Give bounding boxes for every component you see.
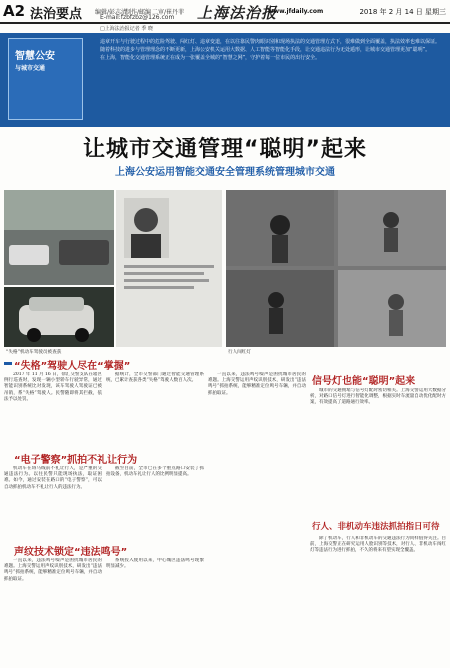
paragraph: 城市的交通拥堵与信号灯配时密切相关。上海交警运用大数据分析，对路口信号灯进行智能化调整，根据实时车流量自动优化配时方案，有效提高了道路通行效率。 bbox=[310, 388, 446, 406]
headline: 让城市交通管理“聪明”起来 bbox=[83, 137, 367, 162]
editor-credit: 编辑/彭志清 bbox=[95, 9, 128, 16]
designer-credit: 制作/邮编 bbox=[125, 9, 152, 16]
portrait-photo-graphic bbox=[116, 190, 222, 347]
street-photo-graphic bbox=[4, 190, 114, 285]
paragraph: 系统投入使用以来，中心城区违法鸣号现象明显减少。 bbox=[106, 558, 204, 570]
left-photo-caption: “失格”机动车驾驶员被查获 bbox=[6, 350, 62, 355]
banner-title: 智慧公安 bbox=[15, 51, 55, 62]
paragraph: 2017 年 11 月 16 日，徐汇交警支队在辖区例行巡查时，发现一辆小型轿车行驶异常，通过智能识别系统比对发现，该车驾驶人驾驶证已被吊销，系“失格”驾驶人。民警随即将其拦截，依法予以处罚。 bbox=[4, 372, 102, 402]
subheadline: 上海公安运用智能交通安全管理系统管理城市交通 bbox=[115, 167, 335, 178]
page-header bbox=[0, 0, 450, 24]
pedestrian-photo-graphic bbox=[226, 190, 446, 347]
paragraph: 除了机动车，行人和非机动车的交通违法行为同样值得关注。目前，上海交警正在研究运用人脸识别等技术，对行人、非机动车闯红灯等违法行为进行抓拍，不久的将来有望实现全覆盖。 bbox=[310, 536, 446, 554]
section-title-1: “失格”驾驶人尽在“掌握” bbox=[14, 361, 131, 372]
banner-label-box bbox=[8, 38, 83, 120]
page-number: A2 bbox=[3, 2, 26, 20]
section-title-5: 行人、非机动车违法抓拍指日可待 bbox=[312, 522, 440, 532]
pedestrian-photo-grid bbox=[226, 190, 446, 347]
issue-date: 2018 年 2 月 14 日 星期三 bbox=[359, 8, 446, 16]
email[interactable]: E-mail:fzbfzbz@126.com bbox=[100, 14, 175, 21]
lead-banner bbox=[0, 33, 450, 127]
lead-paragraph: 随着科技的进步与管理理念的不断更新，上海公安机关运用大数据、人工智能等智能化手段，让交通违法行为无处遁形，让城市交通管理更加“聪明”。 bbox=[100, 47, 431, 54]
section-marker bbox=[4, 362, 12, 365]
lead-text bbox=[90, 39, 444, 64]
paragraph: 一直以来，违法鸣号噪声是困扰城市居民的难题。上海交警运用声纹识别技术，研发出“违法鸣号”抓拍系统，能够精准定位鸣号车辆，并自动抓拍取证。 bbox=[208, 372, 306, 396]
section-title-4: 信号灯也能“聪明”起来 bbox=[312, 376, 416, 387]
lead-paragraph: 在上海，智能化交通管理系统正在成为一张覆盖全城的“智慧之网”，守护着每一位市民的出行安全。 bbox=[100, 55, 321, 62]
newspaper-logo: 上海法治报 bbox=[197, 4, 278, 22]
article-column bbox=[4, 372, 102, 444]
article-column bbox=[106, 372, 204, 444]
paragraph: 据统计，全市交警部门通过智能交通管理系统，已累计查获各类“失格”驾驶人数百人次。 bbox=[106, 372, 204, 384]
article-column bbox=[106, 558, 204, 664]
paragraph: 机动车在斑马线前不礼让行人，是严重的交通违法行为。以往民警只能现场执法，取证困难。如今，通过安装在路口的“电子警察”，可以自动抓拍机动车不礼让行人的违法行为。 bbox=[4, 466, 102, 490]
article-column bbox=[310, 388, 446, 516]
right-photo-caption: 行人闯红灯 bbox=[228, 350, 251, 355]
section-title-2: “电子警察”抓拍不礼让行为 bbox=[14, 455, 138, 466]
article-column bbox=[4, 558, 102, 664]
paragraph: 截至目前，全市已在多个重点路口安装了抓拍设备，机动车礼让行人的比例明显提高。 bbox=[106, 466, 204, 478]
website[interactable]: www.jfdaily.com bbox=[268, 8, 324, 15]
paragraph: 一直以来，违法鸣号噪声是困扰城市居民的难题。上海交警运用声纹识别技术，研发出“违法鸣号”抓拍系统，能够精准定位鸣号车辆，并自动抓拍取证。 bbox=[4, 558, 102, 582]
car-photo-graphic bbox=[4, 287, 114, 347]
lead-paragraph: 违章开车与行驶过程中的危险驾驶、闯红灯、违章变道，在以往靠民警肉眼识别和现场执法的交通管理方式下，很难做到全面覆盖，执法效率也难以保证。 bbox=[100, 39, 441, 45]
car-photo bbox=[4, 287, 114, 347]
article-column bbox=[106, 466, 204, 538]
portrait-photo bbox=[116, 190, 222, 347]
article-column bbox=[4, 466, 102, 538]
article-column bbox=[208, 372, 306, 664]
byline: □上海法治报记者 季 晓 bbox=[100, 26, 153, 32]
banner-subtitle: 与城市交通 bbox=[15, 65, 46, 72]
section-title: 法治要点 bbox=[30, 7, 83, 22]
proof-credit: 二审/崔丹菲 bbox=[152, 9, 185, 16]
street-photo bbox=[4, 190, 114, 285]
article-column bbox=[310, 536, 446, 664]
section-title-3: 声纹技术锁定“违法鸣号” bbox=[14, 547, 128, 558]
